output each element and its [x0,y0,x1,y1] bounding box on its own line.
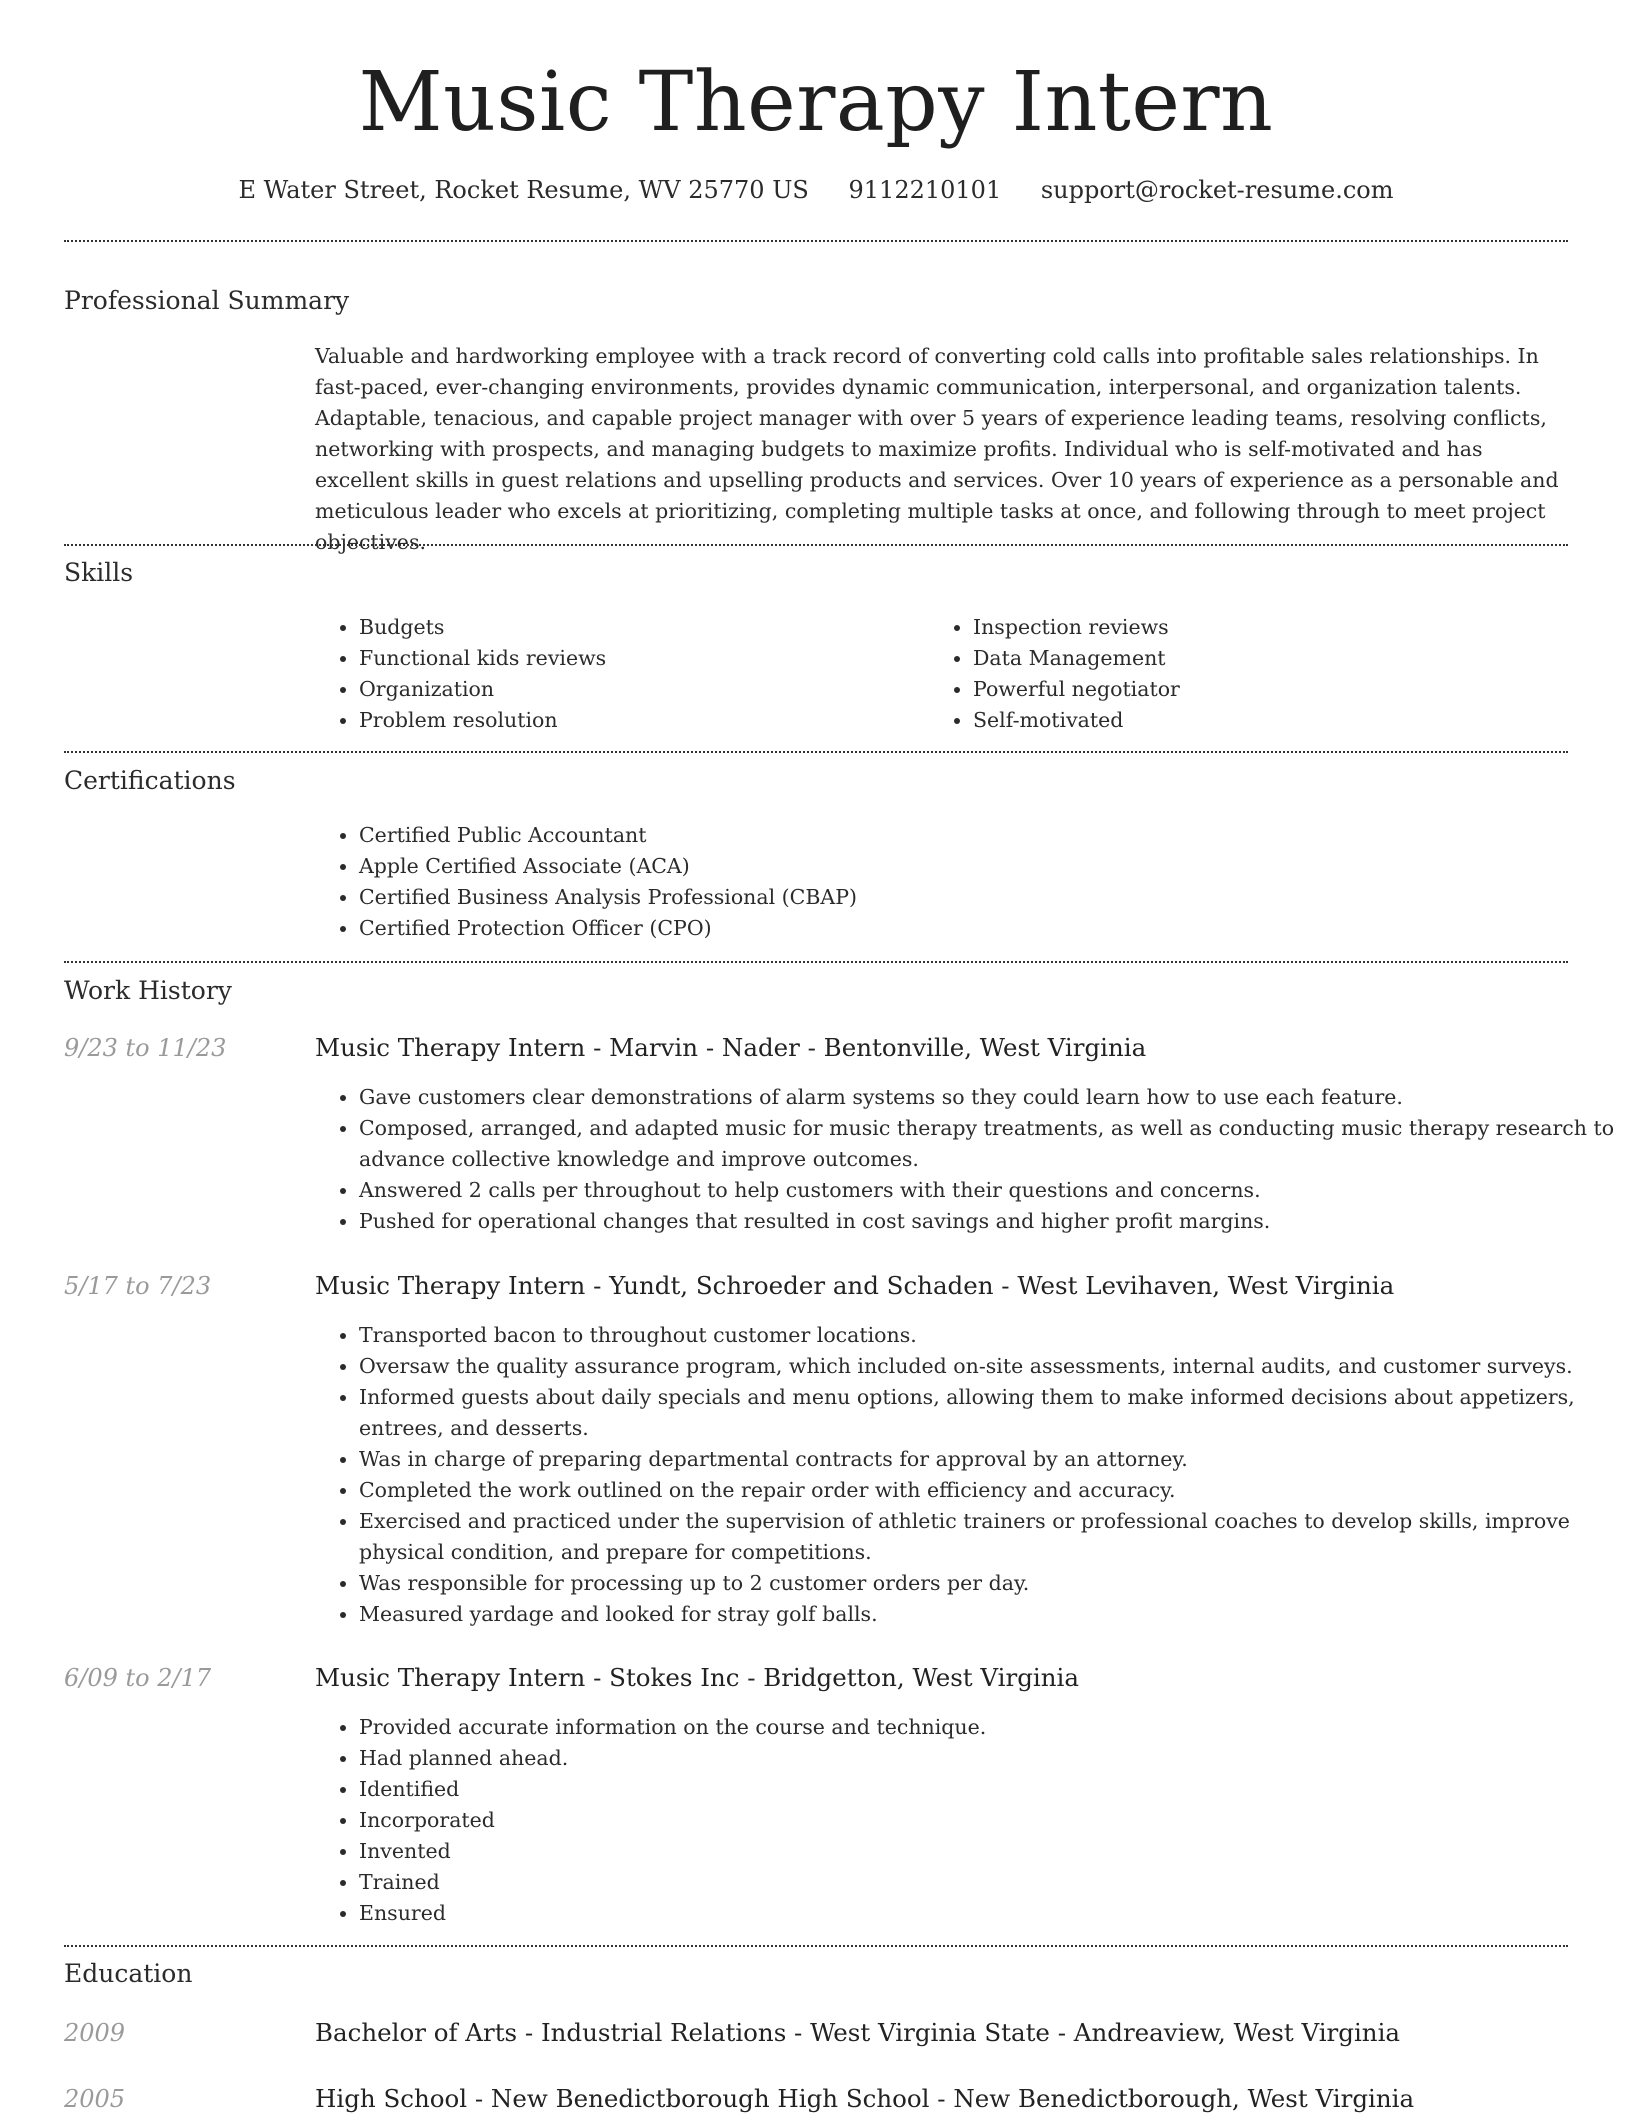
job-title: Music Therapy Intern - Stokes Inc - Bridgetton, West Virginia [315,1663,1079,1692]
job-bullets [315,1082,1616,1237]
skill-item: • Inspection reviews [973,612,1573,643]
skill-item: • Organization [359,674,919,705]
skill-item: • Problem resolution [359,705,919,736]
job-dates: 9/23 to 11/23 [64,1034,227,1062]
summary-text: Valuable and hardworking employee with a track record of converting cold calls into profitable sales relationships. In fast-paced, ever-changing environments, provides dynamic communication, interpersonal, and organization talents. Adaptable, tenacious, and capable project manager with over 5 years of experience leading teams, resolving conflicts, networking with prospects, and managing budgets to maximize profits. Individual who is self-motivated and has excellent skills in guest relations and upselling products and services. Over 10 years of experience as a personable and meticulous leader who excels at prioritizing, completing multiple tasks at once, and following through to meet project objectives. [315,344,1559,554]
education-year: 2009 [64,2019,126,2047]
job-title: Music Therapy Intern - Yundt, Schroeder and Schaden - West Levihaven, West Virginia [315,1271,1395,1300]
job-bullet: • Identified [359,1774,1616,1805]
resume-name: Music Therapy Intern [358,55,1274,150]
contact-line [0,170,1632,210]
job-dates: 6/09 to 2/17 [64,1664,212,1692]
job-bullet: • Pushed for operational changes that resulted in cost savings and higher profit margins. [359,1206,1616,1237]
skills-list-right [929,612,1573,736]
job-bullet: • Answered 2 calls per throughout to help customers with their questions and concerns. [359,1175,1616,1206]
job-title: Music Therapy Intern - Marvin - Nader - Bentonville, West Virginia [315,1033,1147,1062]
section-title-work-history: Work History [64,976,232,1005]
job-dates: 5/17 to 7/23 [64,1272,212,1300]
education-entry: Bachelor of Arts - Industrial Relations - West Virginia State - Andreaview, West Virginia [315,2018,1401,2047]
skill-item: • Powerful negotiator [973,674,1573,705]
divider [64,240,1568,242]
job-bullet: • Exercised and practiced under the supervision of athletic trainers or professional coaches to develop skills, improve physical condition, and prepare for competitions. [359,1506,1616,1568]
skill-item: • Budgets [359,612,919,643]
job-bullet: • Informed guests about daily specials and menu options, allowing them to make informed decisions about appetizers, entrees, and desserts. [359,1382,1616,1444]
certification-item: • Certified Protection Officer (CPO) [359,913,1569,944]
job-bullet: • Invented [359,1836,1616,1867]
divider [64,1945,1568,1947]
job-bullet: • Was in charge of preparing departmental contracts for approval by an attorney. [359,1444,1616,1475]
education-year: 2005 [64,2085,126,2113]
skill-item: • Functional kids reviews [359,643,919,674]
section-title-summary: Professional Summary [64,286,350,315]
job-bullet: • Incorporated [359,1805,1616,1836]
skill-item: • Data Management [973,643,1573,674]
job-bullet: • Composed, arranged, and adapted music for music therapy treatments, as well as conducting music therapy research to advance collective knowledge and improve outcomes. [359,1113,1616,1175]
section-title-certifications: Certifications [64,766,236,795]
job-bullet: • Provided accurate information on the course and technique. [359,1712,1616,1743]
job-bullets [315,1712,1616,1929]
contact-email: support@rocket-resume.com [1040,176,1394,204]
job-bullet: • Measured yardage and looked for stray golf balls. [359,1599,1616,1630]
education-entry: High School - New Benedictborough High School - New Benedictborough, West Virginia [315,2084,1415,2113]
job-bullet: • Was responsible for processing up to 2 customer orders per day. [359,1568,1616,1599]
contact-phone: 9112210101 [848,176,1002,204]
certification-item: • Certified Public Accountant [359,820,1569,851]
job-bullets [315,1320,1616,1630]
divider [64,751,1568,753]
job-bullet: • Ensured [359,1898,1616,1929]
certification-item: • Certified Business Analysis Professional (CBAP) [359,882,1569,913]
job-bullet: • Completed the work outlined on the repair order with efficiency and accuracy. [359,1475,1616,1506]
job-bullet: • Had planned ahead. [359,1743,1616,1774]
contact-address: E Water Street, Rocket Resume, WV 25770 US [238,176,809,204]
skills-list-left [315,612,919,736]
job-bullet: • Transported bacon to throughout customer locations. [359,1320,1616,1351]
certifications-list [315,820,1569,944]
job-bullet: • Gave customers clear demonstrations of alarm systems so they could learn how to use each feature. [359,1082,1616,1113]
section-title-education: Education [64,1959,193,1988]
divider [64,961,1568,963]
skill-item: • Self-motivated [973,705,1573,736]
section-title-skills: Skills [64,558,134,587]
certification-item: • Apple Certified Associate (ACA) [359,851,1569,882]
divider [64,544,1568,546]
job-bullet: • Oversaw the quality assurance program, which included on-site assessments, internal audits, and customer surveys. [359,1351,1616,1382]
job-bullet: • Trained [359,1867,1616,1898]
